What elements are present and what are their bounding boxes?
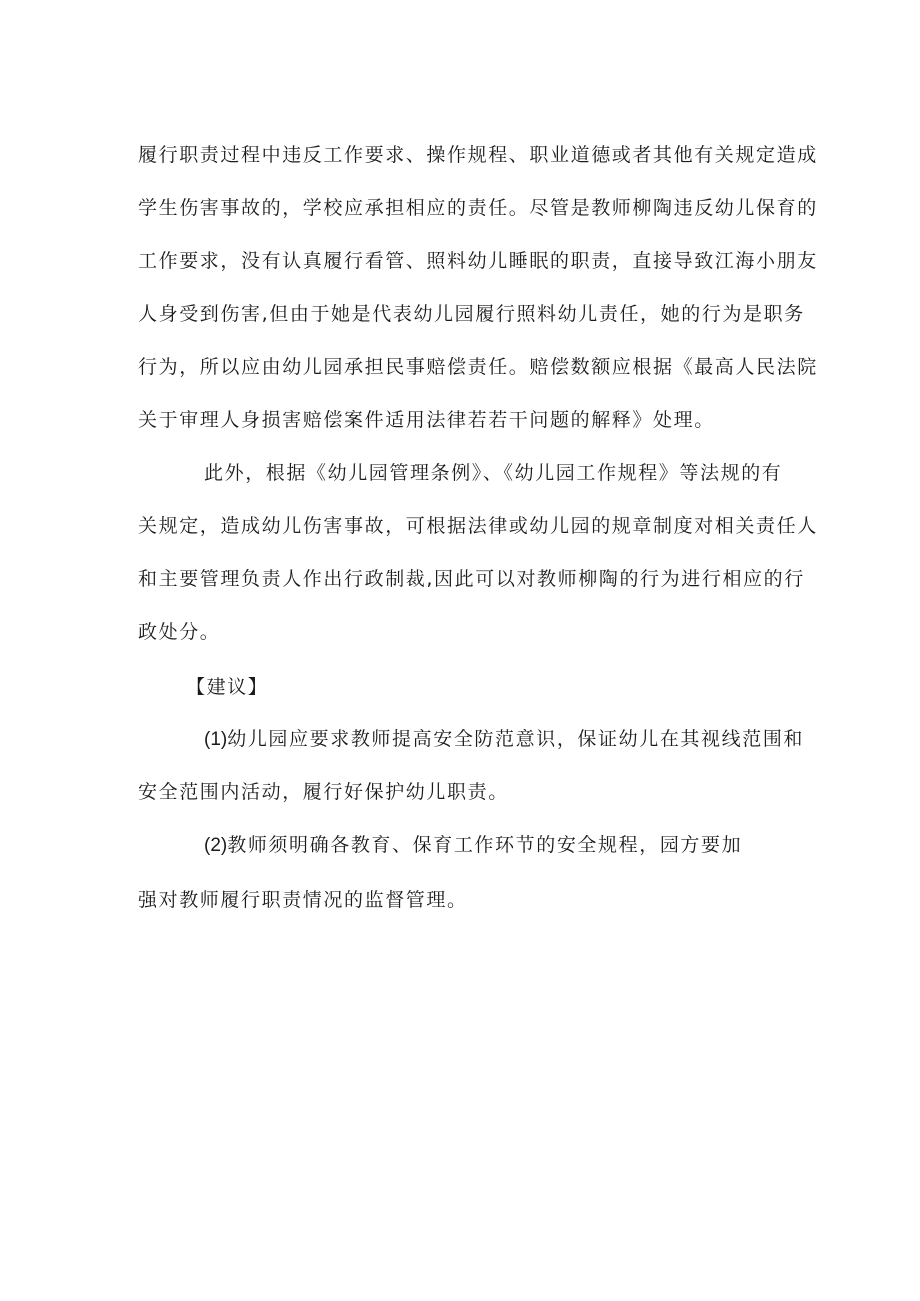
suggestion-1-line-2: 安全范围内活动，履行好保护幼儿职责。	[138, 781, 509, 803]
paragraph-1-line-3: 工作要求，没有认真履行看管、照料幼儿睡眠的职责，直接导致江海小朋友	[138, 250, 818, 272]
suggestion-2-text: 教师须明确各教育、保育工作环节的安全规程，园方要加	[227, 834, 743, 856]
paragraph-2-line-1: 此外，根据《幼儿园管理条例》、《幼儿园工作规程》等法规的有	[204, 462, 783, 484]
suggestion-2-line-2: 强对教师履行职责情况的监督管理。	[138, 889, 468, 911]
suggestion-2-number: (2)	[204, 835, 228, 856]
paragraph-1-line-4: 人身受到伤害,但由于她是代表幼儿园履行照料幼儿责任，她的行为是职务	[138, 303, 805, 325]
paragraph-1-line-6: 关于审理人身损害赔偿案件适用法律若若干问题的解释》处理。	[138, 409, 715, 431]
suggestion-1-line-1	[204, 727, 804, 752]
paragraph-2-line-4: 政处分。	[138, 621, 221, 643]
suggestion-1-number: (1)	[204, 729, 228, 750]
paragraph-2-line-2: 关规定，造成幼儿伤害事故，可根据法律或幼儿园的规章制度对相关责任人	[138, 515, 818, 537]
paragraph-2-line-3: 和主要管理负责人作出行政制裁,因此可以对教师柳陶的行为进行相应的行	[138, 568, 805, 590]
paragraph-1-line-2: 学生伤害事故的，学校应承担相应的责任。尽管是教师柳陶违反幼儿保育的	[138, 197, 818, 219]
section-heading: 【建议】	[186, 676, 269, 698]
paragraph-1-line-5: 行为，所以应由幼儿园承担民事赔偿责任。赔偿数额应根据《最高人民法院	[138, 356, 818, 378]
suggestion-1-text: 幼儿园应要求教师提高安全防范意识，保证幼儿在其视线范围和	[227, 728, 805, 750]
paragraph-1-line-1: 履行职责过程中违反工作要求、操作规程、职业道德或者其他有关规定造成	[138, 144, 818, 166]
suggestion-2-line-1	[204, 833, 742, 858]
